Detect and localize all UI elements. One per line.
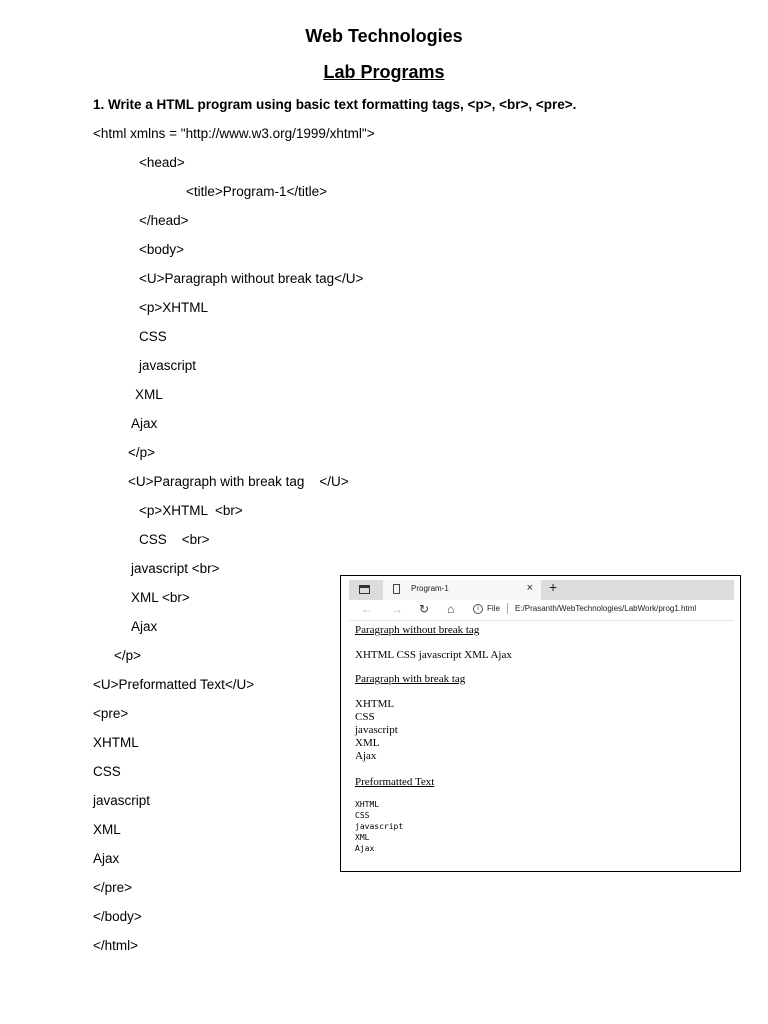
code-line: XML: [93, 822, 121, 837]
code-line: Ajax: [93, 851, 120, 866]
close-tab-icon[interactable]: ×: [526, 582, 533, 594]
url-text[interactable]: E:/Prasanth/WebTechnologies/LabWork/prog1.html: [515, 604, 697, 613]
document-subtitle: Lab Programs: [323, 62, 445, 82]
code-line: CSS: [93, 764, 121, 779]
document-title: Web Technologies: [305, 26, 463, 46]
page-line: XHTML: [355, 698, 395, 710]
page-line: Ajax: [355, 750, 377, 762]
window-menu-icon[interactable]: [359, 585, 370, 594]
code-line: XML <br>: [131, 590, 190, 605]
code-line: <title>Program-1</title>: [186, 184, 328, 199]
code-line: javascript <br>: [131, 561, 220, 576]
pre-line: javascript: [355, 822, 404, 831]
code-line: <U>Preformatted Text</U>: [93, 677, 255, 692]
code-line: javascript: [93, 793, 151, 808]
pre-line: CSS: [355, 811, 370, 820]
info-icon[interactable]: i: [473, 604, 483, 614]
code-line: </body>: [93, 909, 142, 924]
code-line: javascript: [139, 358, 197, 373]
pre-line: XHTML: [355, 800, 380, 809]
tab-title: Program-1: [411, 584, 449, 593]
code-line: CSS <br>: [139, 532, 210, 547]
url-field[interactable]: [473, 602, 733, 617]
pre-line: Ajax: [355, 844, 375, 853]
page-heading-1: Paragraph without break tag: [355, 624, 480, 636]
code-line: Ajax: [131, 619, 158, 634]
browser-screenshot: [340, 575, 741, 872]
code-line: <p>XHTML: [139, 300, 209, 315]
page-line: XML: [355, 737, 380, 749]
tab-program-1[interactable]: [383, 580, 541, 600]
document-icon: [393, 584, 400, 594]
pre-line: XML: [355, 833, 370, 842]
page-line: javascript: [355, 724, 398, 736]
code-line: </html>: [93, 938, 139, 953]
page-heading-3: Preformatted Text: [355, 776, 435, 788]
forward-icon[interactable]: →: [391, 602, 403, 616]
tab-bar: [349, 580, 734, 600]
new-tab-icon[interactable]: +: [549, 579, 558, 595]
file-label: File: [487, 604, 500, 613]
code-line: </p>: [114, 648, 142, 663]
divider: [507, 603, 508, 614]
back-icon[interactable]: ←: [361, 602, 373, 616]
code-line: </p>: [128, 445, 156, 460]
code-line: <html xmlns = "http://www.w3.org/1999/xhtml">: [93, 126, 375, 141]
page-line: CSS: [355, 711, 375, 723]
code-line: XML: [135, 387, 163, 402]
code-line: <pre>: [93, 706, 129, 721]
address-bar: [349, 600, 734, 621]
code-line: Ajax: [131, 416, 158, 431]
code-line: <U>Paragraph with break tag </U>: [128, 474, 349, 489]
code-line: <p>XHTML <br>: [139, 503, 243, 518]
code-line: </head>: [139, 213, 189, 228]
code-line: <head>: [139, 155, 185, 170]
question-heading: 1. Write a HTML program using basic text formatting tags, <p>, <br>, <pre>.: [93, 97, 577, 112]
page-heading-2: Paragraph with break tag: [355, 673, 466, 685]
home-icon[interactable]: ⌂: [447, 602, 455, 616]
code-line: <U>Paragraph without break tag</U>: [139, 271, 364, 286]
code-line: <body>: [139, 242, 185, 257]
code-line: </pre>: [93, 880, 133, 895]
refresh-icon[interactable]: ↻: [419, 602, 430, 616]
page-paragraph-1: XHTML CSS javascript XML Ajax: [355, 649, 512, 661]
code-line: CSS: [139, 329, 167, 344]
code-line: XHTML: [93, 735, 139, 750]
